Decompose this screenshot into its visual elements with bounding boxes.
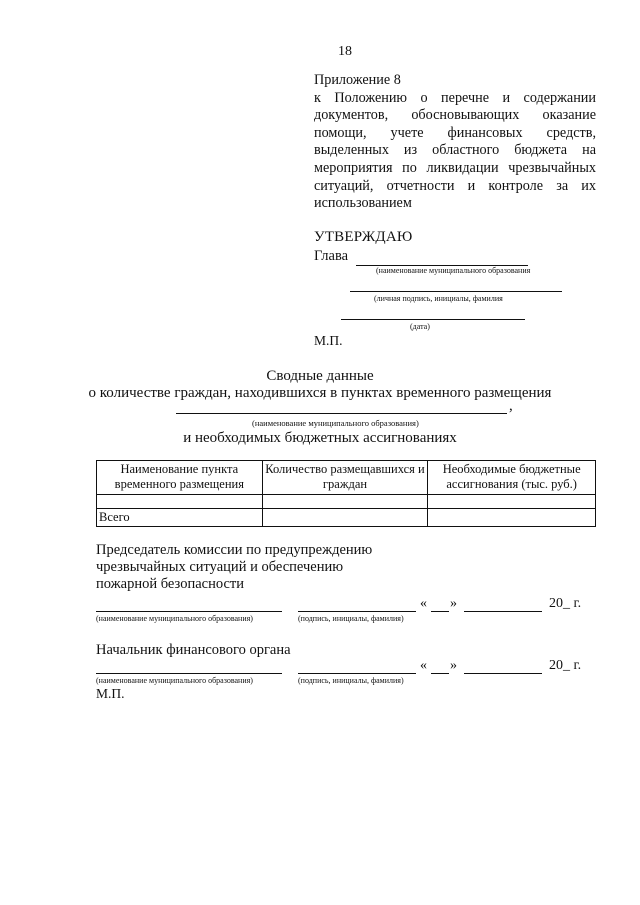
approval-date-caption: (дата) [410,322,430,331]
table-header-row [97,461,596,495]
header-budget: Необходимые бюджетные ассигнования (тыс. руб.) [428,461,596,495]
total-label: Всего [97,509,263,527]
finance-title: Начальник финансового органа [96,642,291,658]
chairman-quote-open: « [420,596,427,611]
finance-signature-caption: (подпись, инициалы, фамилия) [298,676,404,685]
chairman-municipality-caption: (наименование муниципального образования) [96,614,253,623]
heading-municipality-line [176,413,507,414]
chairman-quote-close: » [450,596,457,611]
approval-signature-line [350,291,562,292]
finance-day-line [431,673,449,674]
heading-comma: , [509,398,513,414]
finance-month-line [464,673,542,674]
finance-seal: М.П. [96,686,125,701]
header-people-count: Количество размещавшихся и граждан [262,461,428,495]
heading-line-3: и необходимых бюджетных ассигнованиях [183,430,457,446]
finance-municipality-line [96,673,282,674]
chairman-title-line: Председатель комиссии по предупреждению [96,542,373,558]
finance-signature-line [298,673,416,674]
approval-date-line [341,319,525,320]
chairman-title-line: чрезвычайных ситуаций и обеспечению [96,559,344,575]
header-shelter-name: Наименование пункта временного размещения [97,461,263,495]
table-total-row [97,509,596,527]
appendix-block [314,72,596,213]
chairman-municipality-line [96,611,282,612]
chairman-day-line [431,611,449,612]
finance-year: 20_ г. [549,658,582,673]
appendix-title: Приложение 8 [314,72,401,88]
heading-line-1: Сводные данные [266,368,374,384]
finance-quote-open: « [420,658,427,673]
finance-quote-close: » [450,658,457,673]
chairman-title-line: пожарной безопасности [96,576,244,592]
head-label: Глава [314,248,349,264]
page-number: 18 [338,44,352,59]
table-row [97,495,596,509]
summary-table [96,460,596,527]
finance-municipality-caption: (наименование муниципального образования) [96,676,253,685]
chairman-month-line [464,611,542,612]
approval-signature-caption: (личная подпись, инициалы, фамилия [374,294,503,303]
chairman-signature-caption: (подпись, инициалы, фамилия) [298,614,404,623]
chairman-signature-line [298,611,416,612]
approval-municipality-caption: (наименование муниципального образования [376,266,531,275]
heading-line-2: о количестве граждан, находившихся в пунктах временного размещения [88,385,552,401]
chairman-year: 20_ г. [549,596,582,611]
appendix-text: к Положению о перечне и содержании документов, обосновывающих оказание помощи, учете финансовых средств, выделенных из областного бюджета на мероприятия по ликвидации чрезвычайных ситуаций, отчетности и контроле за их использованием [314,89,596,212]
approval-title: УТВЕРЖДАЮ [314,229,413,245]
approval-seal: М.П. [314,333,343,348]
heading-municipality-caption: (наименование муниципального образования) [252,418,419,428]
chairman-title [96,542,372,593]
